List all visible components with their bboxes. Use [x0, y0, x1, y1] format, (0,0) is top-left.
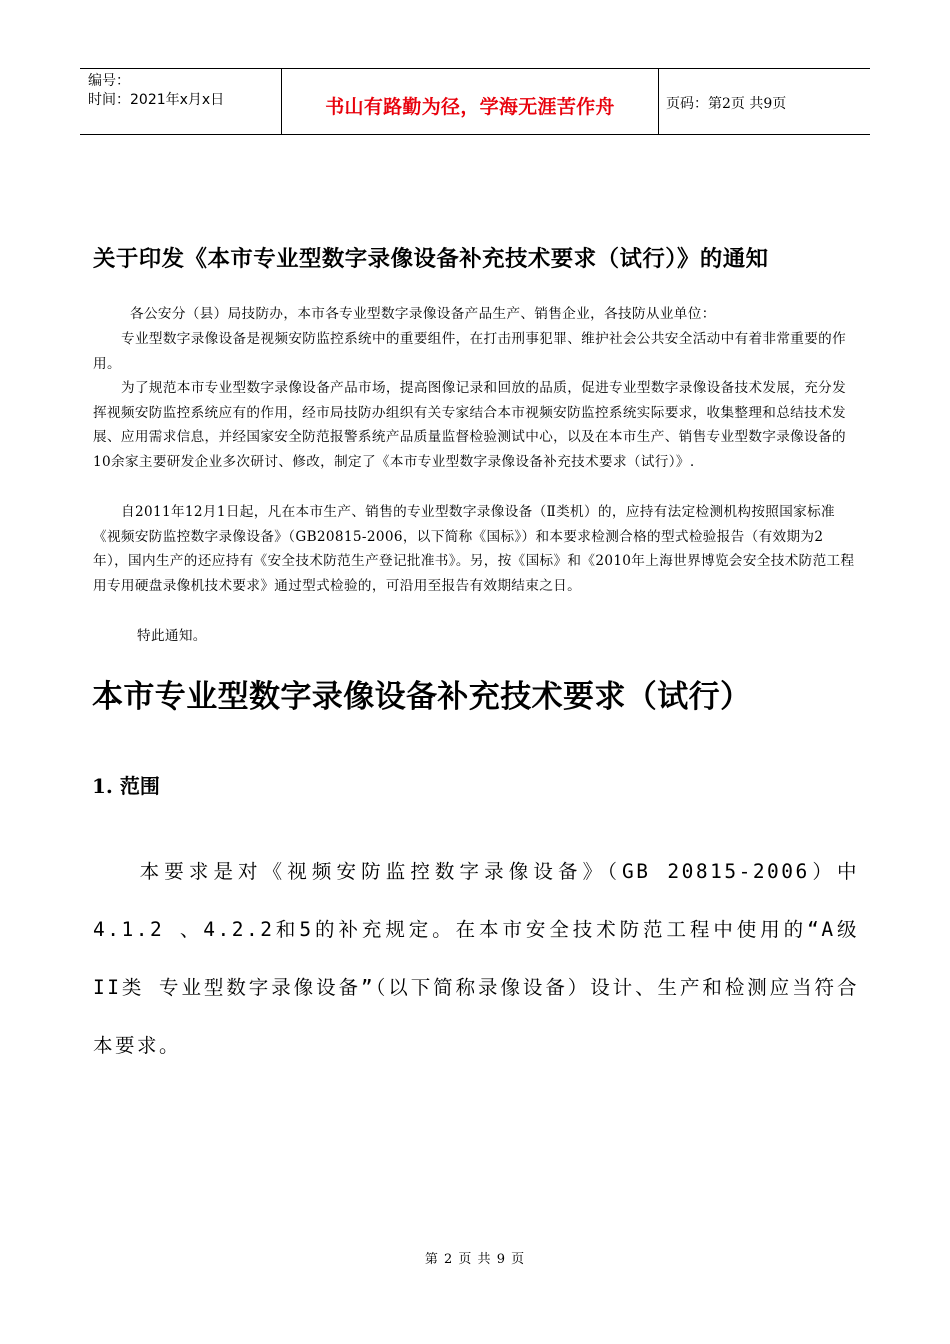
- notice-paragraph-closing: 特此通知。: [137, 628, 207, 644]
- header-page-info: 页码：第2页 共9页: [666, 96, 787, 112]
- header-motto: 书山有路勤为径，学海无涯苦作舟: [325, 96, 615, 118]
- header-bottom-rule: [80, 134, 870, 135]
- section-heading-scope: 1. 范围: [92, 774, 160, 798]
- notice-paragraph-effective-date: 自2011年12月1日起，凡在本市生产、销售的专业型数字录像设备（Ⅱ类机）的，应持有法定检测机构按照国家标准《视频安防监控数字录像设备》（GB20815-2006，以下简称《国标》）和本要求检测合格的型式检验报告（有效期为2年），国内生产的还应持有《安全技术防范生产登记批准书》。另，按《国标》和《2010年上海世界博览会安全技术防范工程用专用硬盘录像机技术要求》通过型式检验的，可沿用至报告有效期结束之日。: [93, 504, 855, 594]
- spec-title: 本市专业型数字录像设备补充技术要求（试行）: [92, 679, 752, 715]
- notice-paragraph-purpose: 为了规范本市专业型数字录像设备产品市场，提高图像记录和回放的品质，促进专业型数字录像设备技术发展，充分发挥视频安防监控系统应有的作用，经市局技防办组织有关专家结合本市视频安防监控系统实际要求，收集整理和总结技术发展、应用需求信息，并经国家安全防范报警系统产品质量监督检验测试中心，以及在本市生产、销售专业型数字录像设备的10余家主要研发企业多次研讨、修改，制定了《本市专业型数字录像设备补充技术要求（试行）》.: [93, 380, 847, 470]
- notice-title: 关于印发《本市专业型数字录像设备补充技术要求（试行）》的通知: [93, 246, 769, 272]
- page-footer: 第 2 页 共 9 页: [424, 1252, 526, 1267]
- header-meta: [88, 72, 224, 110]
- document-time-label: 时间：2021年x月x日: [88, 92, 225, 108]
- header-top-rule: [80, 68, 870, 69]
- notice-paragraph-addressee: 各公安分（县）局技防办，本市各专业型数字录像设备产品生产、销售企业，各技防从业单位：: [130, 306, 716, 322]
- section-body-scope-text: 本要求是对《视频安防监控数字录像设备》（GB 20815-2006）中4.1.2 、4.2.2和5的补充规定。在本市安全技术防范工程中使用的“A级 II类 专业型数字录像设备”（以下简称录像设备）设计、生产和检测应当符合本要求。: [93, 860, 859, 1057]
- document-code-label: 编号：: [88, 73, 130, 89]
- header-divider-right: [658, 69, 659, 135]
- section-body-scope: [93, 843, 859, 1075]
- notice-paragraph-importance: 专业型数字录像设备是视频安防监控系统中的重要组件，在打击刑事犯罪、维护社会公共安全活动中有着非常重要的作用。: [93, 331, 847, 372]
